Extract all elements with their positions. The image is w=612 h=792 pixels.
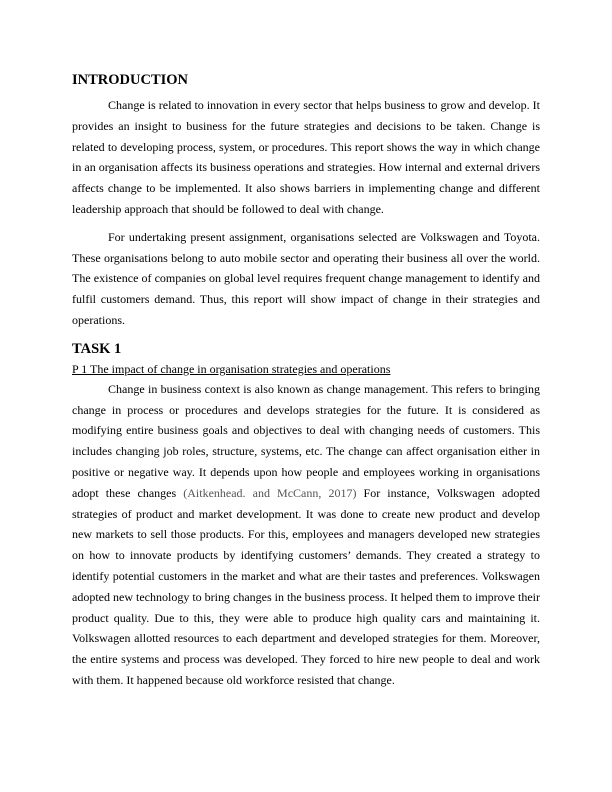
document-page xyxy=(72,70,540,691)
introduction-paragraph-2: For undertaking present assignment, organisations selected are Volkswagen and Toyota. These organisations belong to auto mobile sector and operating their business all over the world. The existence of companies on global level requires frequent change management to identify and fulfil customers demand. Thus, this report will show impact of change in their strategies and operations. xyxy=(72,229,540,327)
task1-paragraph-text-2: For instance, Volkswagen adopted strategies of product and market development. It was done to create new product and develop new markets to sell those products. For this, employees and managers developed new strategies on how to innovate products by identifying customers’ demands. They created a strategy to identify potential customers in the market and what are their tastes and preferences. Volkswagen adopted new technology to bring changes in the business process. It helped them to improve their product quality. Due to this, they were able to produce high quality cars and maintaining it. Volkswagen allotted resources to each department and developed strategies for them. Moreover, the entire systems and process was developed. They forced to hire new people to deal and work with them. It happened because old workforce resisted that change. xyxy=(72,485,540,687)
task1-heading: TASK 1 xyxy=(72,340,122,357)
task1-subheading: P 1 The impact of change in organisation strategies and operations xyxy=(72,361,391,376)
task1-paragraph-text-1: Change in business context is also known as change management. This refers to bringing change in process or procedures and develops strategies for the future. It is considered as modifying entire business goals and objectives to deal with changing needs of customers. This includes changing job roles, structure, systems, etc. The change can affect organisation either in positive or negative way. It depends upon how people and employees working in organisations adopt these changes xyxy=(72,381,540,500)
introduction-heading: INTRODUCTION xyxy=(72,72,189,88)
task1-paragraph xyxy=(72,379,540,691)
citation: (Aitkenhead. and McCann, 2017) xyxy=(183,485,357,500)
introduction-paragraph-1: Change is related to innovation in every sector that helps business to grow and develop. It provides an insight to business for the future strategies and decisions to be taken. Change is related to developing process, system, or procedures. This report shows the way in which change in an organisation affects its business operations and strategies. How internal and external drivers affects change to be implemented. It also shows barriers in implementing change and different leadership approach that should be followed to deal with change. xyxy=(72,98,540,216)
